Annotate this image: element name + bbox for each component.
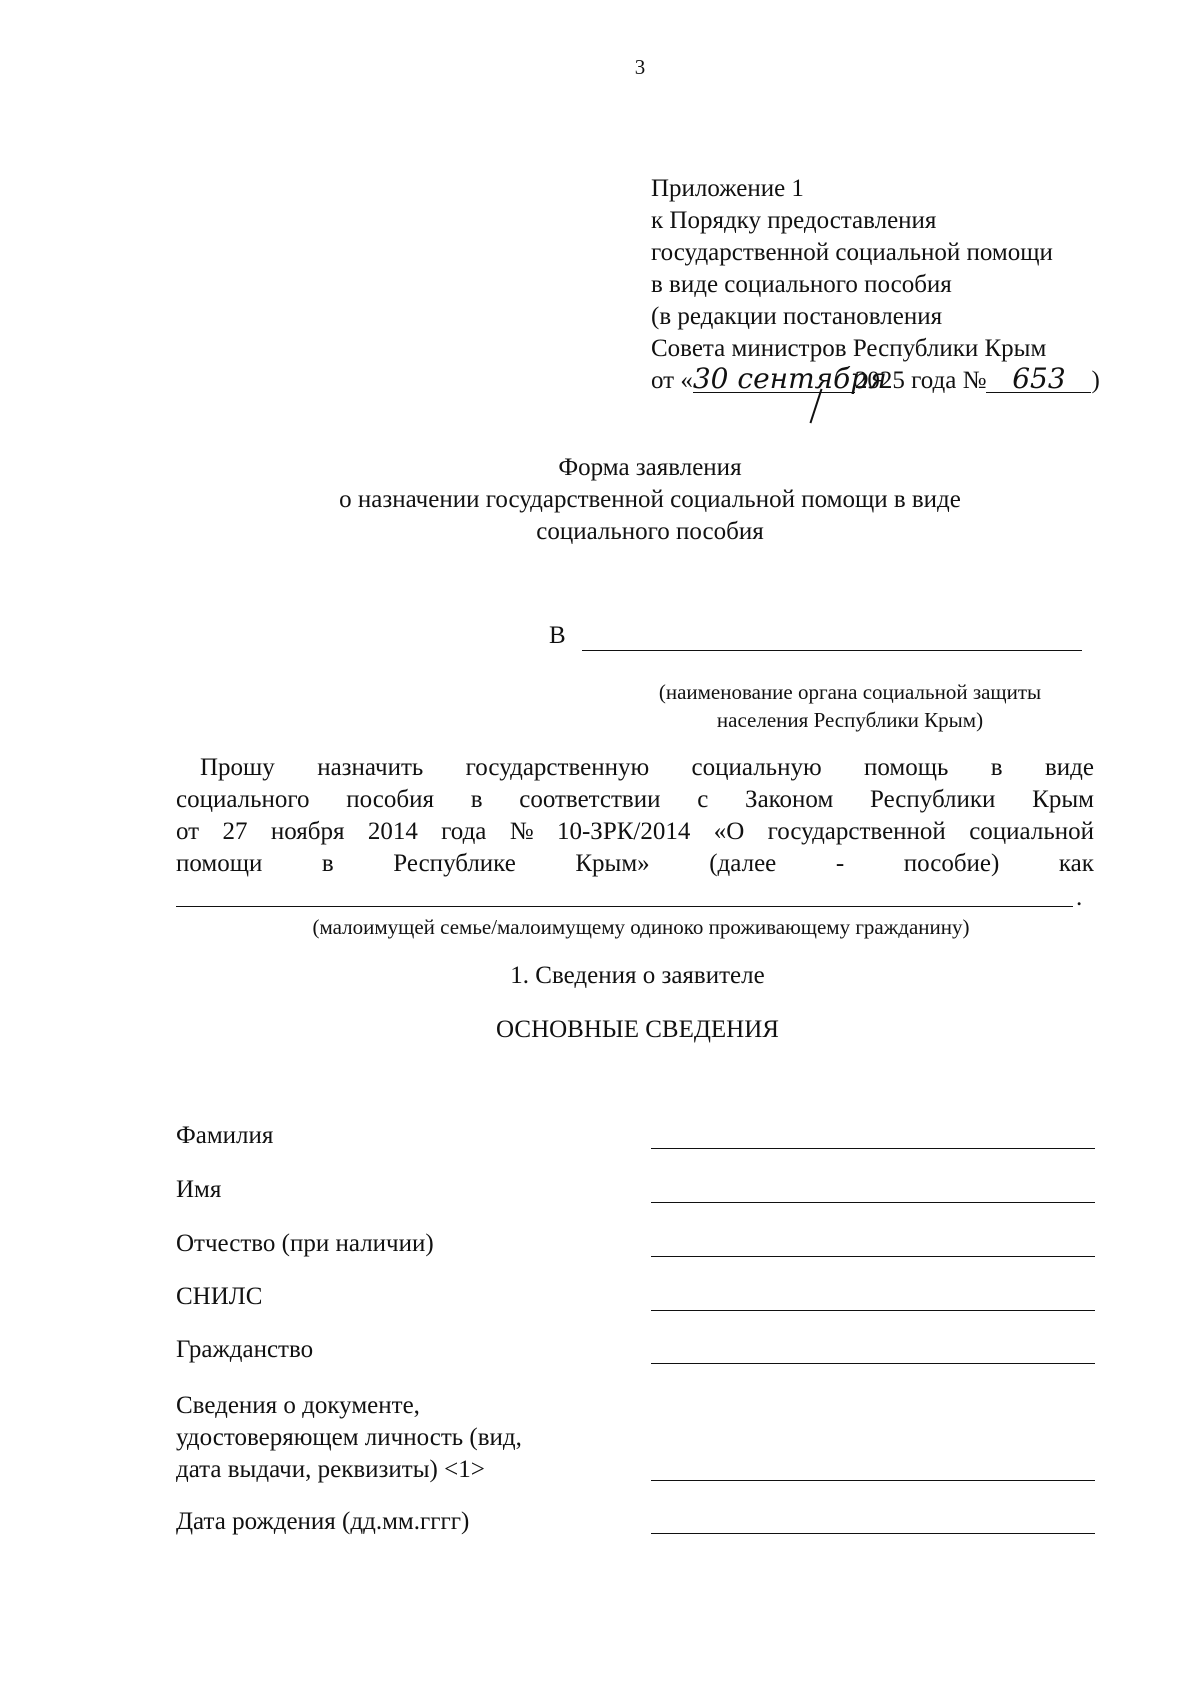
recipient-prefix: В [549, 622, 566, 649]
birth-date-field-line[interactable] [651, 1533, 1095, 1534]
recipient-hint-line: населения Республики Крым) [716, 708, 984, 732]
form-title [260, 452, 1040, 548]
id-document-field-line[interactable] [651, 1480, 1095, 1481]
citizenship-label: Гражданство [176, 1336, 314, 1363]
id-document-label: Сведения о документе, удостоверяющем личность (вид, дата выдачи, реквизиты) <1> [176, 1392, 522, 1483]
date-suffix: 2025 года № [854, 367, 987, 394]
snils-field-line[interactable] [651, 1310, 1095, 1311]
recipient-field-line[interactable] [582, 650, 1082, 651]
request-line: социального пособия в соответствии с Законом Республики Крым [176, 786, 1094, 813]
annex-line: Приложение 1 [651, 175, 804, 202]
annex-date-line [651, 362, 1171, 397]
patronymic-label: Отчество (при наличии) [176, 1230, 434, 1257]
annex-line: государственной социальной помощи [651, 239, 1053, 266]
page-number: 3 [634, 55, 646, 79]
patronymic-field-line[interactable] [651, 1256, 1095, 1257]
name-label: Имя [176, 1176, 222, 1203]
date-prefix: от « [651, 367, 693, 394]
end-dot: . [1076, 884, 1083, 911]
birth-date-label: Дата рождения (дд.мм.гггг) [176, 1508, 470, 1535]
surname-field-line[interactable] [651, 1148, 1095, 1149]
name-field-line[interactable] [651, 1202, 1095, 1203]
annex-line: к Порядку предоставления [651, 207, 937, 234]
close-paren: ) [1091, 367, 1100, 394]
annex-line: в виде социального пособия [651, 271, 952, 298]
applicant-category-hint: (малоимущей семье/малоимущему одиноко проживающему гражданину) [312, 915, 970, 939]
form-title-line: Форма заявления [558, 454, 742, 481]
request-paragraph [176, 752, 1094, 880]
annex-header [651, 173, 1171, 397]
section-title: 1. Сведения о заявителе [510, 962, 765, 989]
recipient-hint [600, 678, 1100, 734]
annex-line: Совета министров Республики Крым [651, 335, 1047, 362]
request-line: от 27 ноября 2014 года № 10-ЗРК/2014 «О государственной социальной [176, 818, 1094, 845]
snils-label: СНИЛС [176, 1283, 263, 1310]
applicant-category-field-line[interactable] [176, 906, 1073, 907]
request-line: помощи в Республике Крым» (далее - пособие) как [176, 850, 1094, 877]
handwritten-date: 30 сентября [692, 362, 887, 395]
citizenship-field-line[interactable] [651, 1363, 1095, 1364]
annex-line: (в редакции постановления [651, 303, 943, 330]
request-line: Прошу назначить государственную социальную помощь в виде [200, 754, 1094, 781]
subsection-title: ОСНОВНЫЕ СВЕДЕНИЯ [496, 1016, 779, 1043]
surname-label: Фамилия [176, 1122, 274, 1149]
recipient-hint-line: (наименование органа социальной защиты [658, 680, 1042, 704]
form-title-line: о назначении государственной социальной помощи в виде [339, 486, 961, 513]
form-title-line: социального пособия [536, 518, 764, 545]
handwritten-number: 653 [986, 366, 1091, 393]
